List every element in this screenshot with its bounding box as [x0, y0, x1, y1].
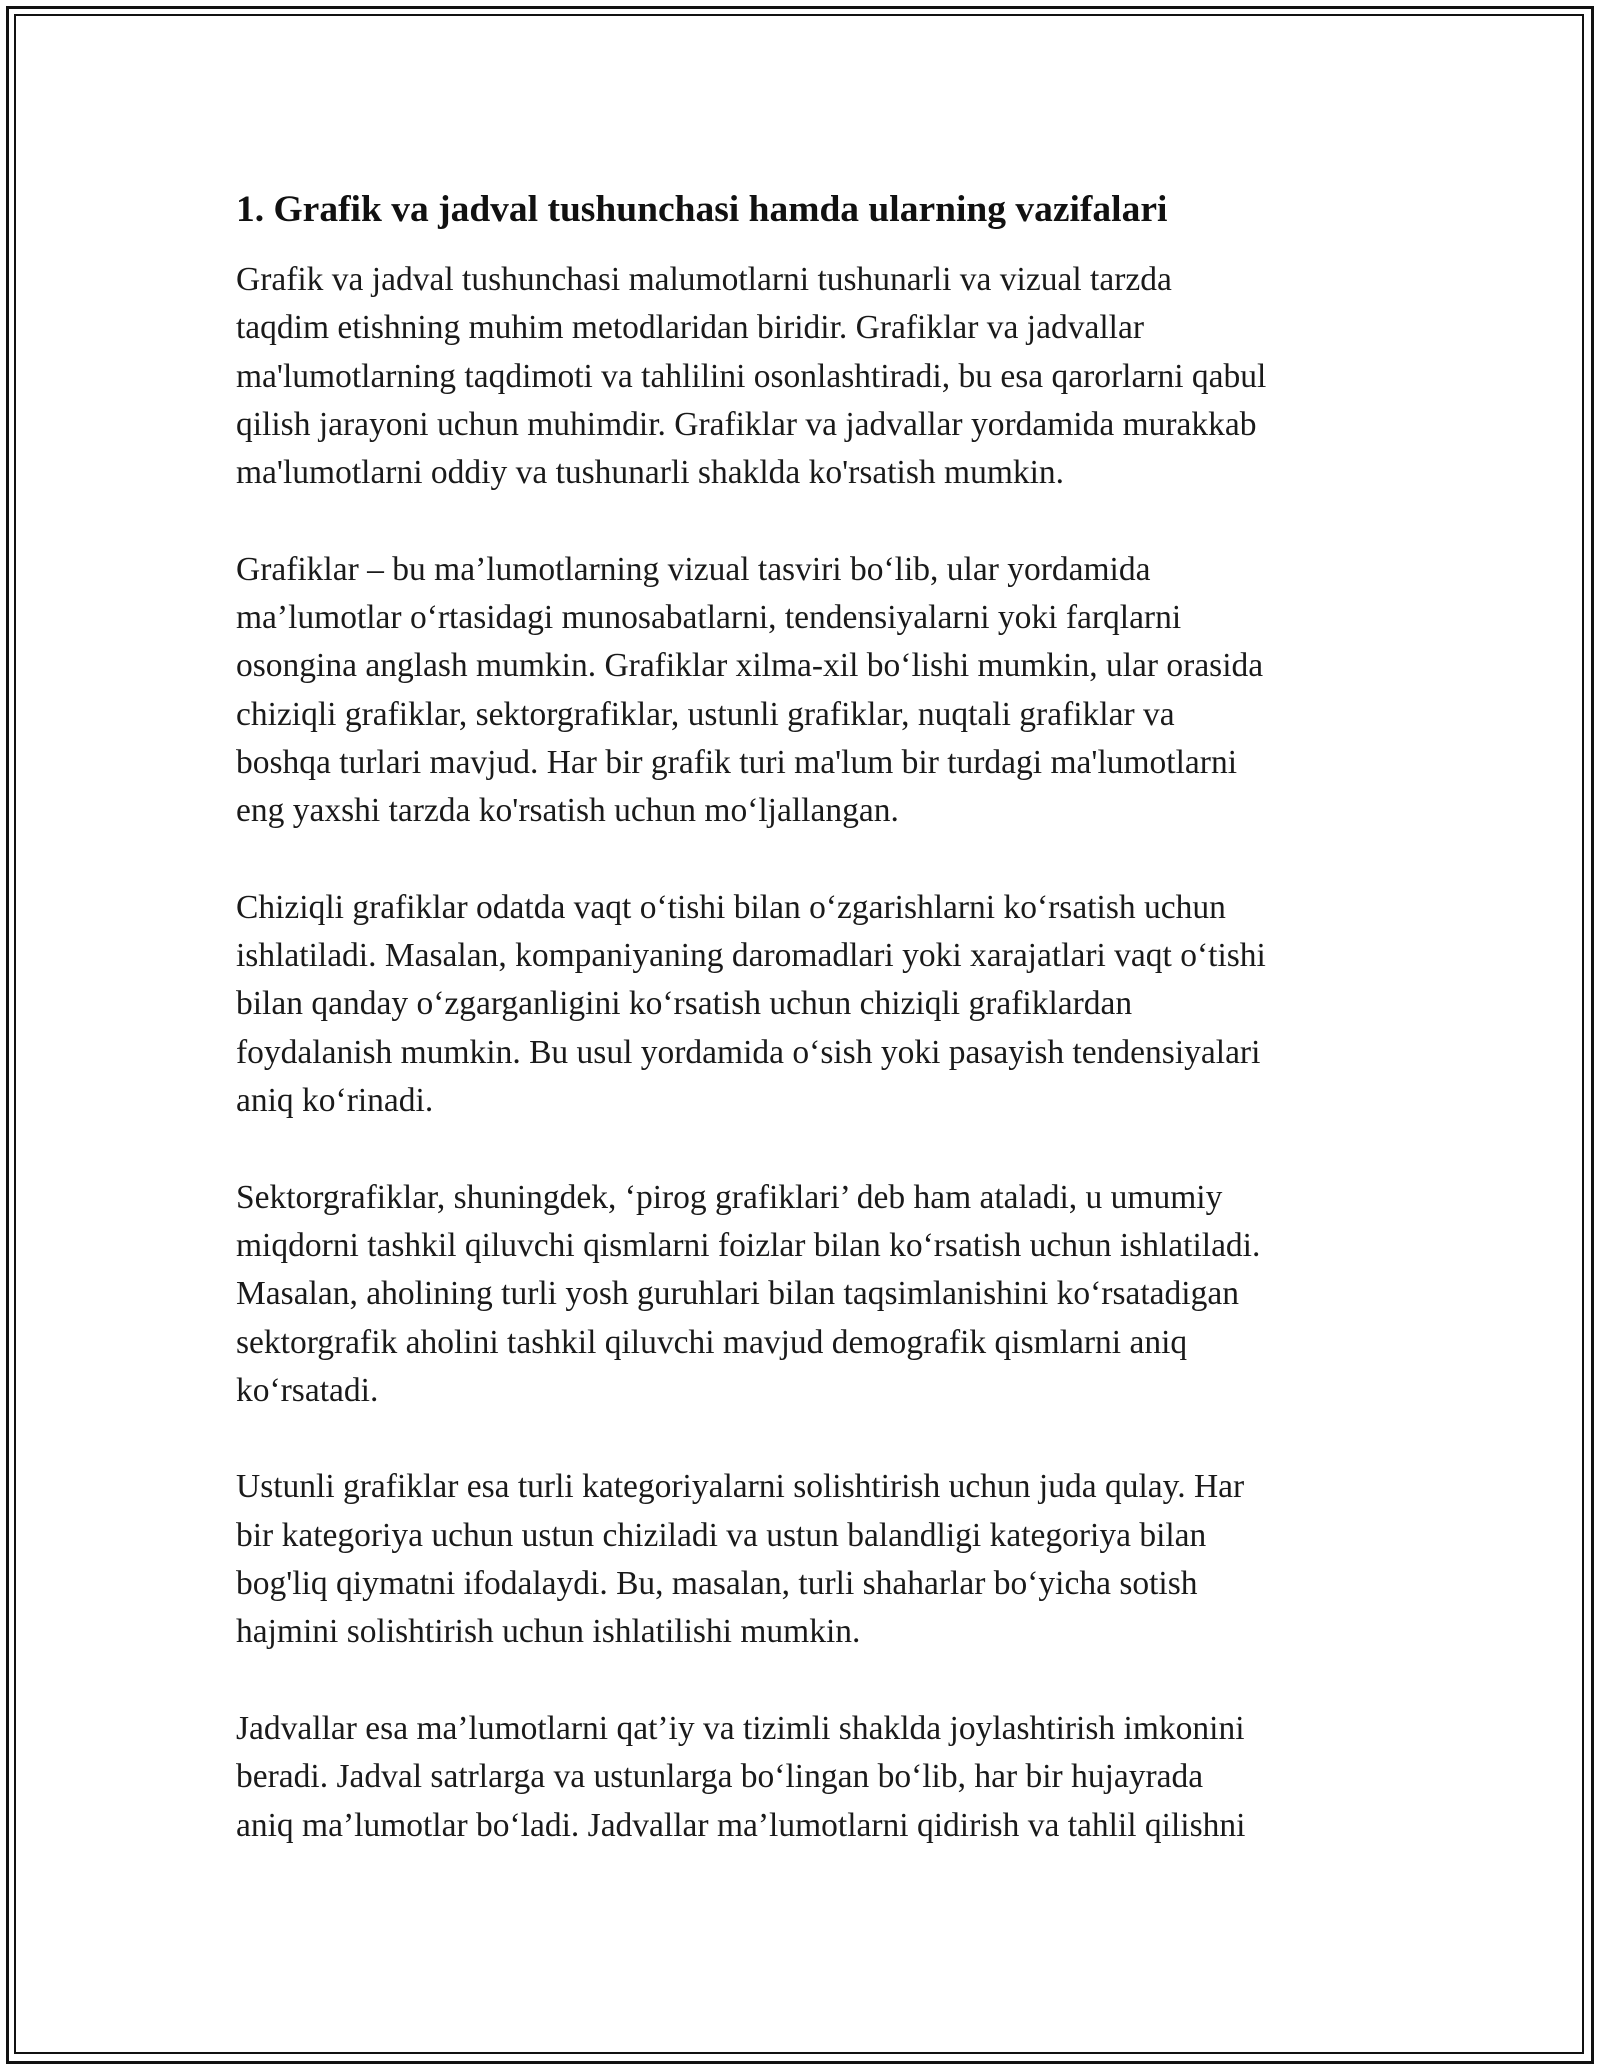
text-line: sektorgrafik aholini tashkil qiluvchi mavjud demografik qismlarni aniq	[236, 1323, 1188, 1361]
text-line: ma’lumotlar o‘rtasidagi munosabatlarni, tendensiyalarni yoki farqlarni	[236, 599, 1182, 637]
text-line: bog'liq qiymatni ifodalaydi. Bu, masalan, turli shaharlar bo‘yicha sotish	[236, 1565, 1198, 1603]
text-line: bilan qanday o‘zgarganligini ko‘rsatish uchun chiziqli grafiklardan	[236, 985, 1133, 1023]
text-line: aniq ma’lumotlar bo‘ladi. Jadvallar ma’lumotlarni qidirish va tahlil qilishni	[236, 1806, 1246, 1844]
text-line: Ustunli grafiklar esa turli kategoriyalarni solishtirish uchun juda qulay. Har	[236, 1468, 1245, 1506]
text-line: qilish jarayoni uchun muhimdir. Grafiklar va jadvallar yordamida murakkab	[236, 405, 1257, 443]
section-heading: 1. Grafik va jadval tushunchasi hamda ularning vazifalari	[236, 189, 1168, 230]
paragraph-grafiklar	[236, 546, 1371, 836]
text-line: aniq ko‘rinadi.	[236, 1082, 434, 1120]
text-line: bir kategoriya uchun ustun chiziladi va ustun balandligi kategoriya bilan	[236, 1516, 1207, 1554]
text-line: ma'lumotlarning taqdimoti va tahlilini osonlashtiradi, bu esa qarorlarni qabul	[236, 357, 1267, 395]
paragraph-ustunli	[236, 1463, 1371, 1656]
paragraph-sektorgrafiklar	[236, 1174, 1371, 1415]
text-line: Grafik va jadval tushunchasi malumotlarni tushunarli va vizual tarzda	[236, 261, 1172, 298]
document-body	[236, 186, 1371, 1898]
text-line: Masalan, aholining turli yosh guruhlari bilan taqsimlanishini ko‘rsatadigan	[236, 1275, 1239, 1313]
text-line: miqdorni tashkil qiluvchi qismlarni foizlar bilan ko‘rsatish uchun ishlatiladi.	[236, 1226, 1261, 1264]
text-line: chiziqli grafiklar, sektorgrafiklar, ustunli grafiklar, nuqtali grafiklar va	[236, 695, 1175, 733]
text-line: hajmini solishtirish uchun ishlatilishi mumkin.	[236, 1613, 861, 1651]
paragraph-chiziqli	[236, 884, 1371, 1125]
text-line: foydalanish mumkin. Bu usul yordamida o‘sish yoki pasayish tendensiyalari	[236, 1033, 1261, 1071]
text-line: Grafiklar – bu ma’lumotlarning vizual tasviri bo‘lib, ular yordamida	[236, 550, 1151, 588]
text-line: Sektorgrafiklar, shuningdek, ‘pirog grafiklari’ deb ham ataladi, u umumiy	[236, 1178, 1223, 1216]
text-line: Jadvallar esa ma’lumotlarni qat’iy va tizimli shaklda joylashtirish imkonini	[236, 1709, 1245, 1747]
text-line: ko‘rsatadi.	[236, 1371, 379, 1409]
text-line: Chiziqli grafiklar odatda vaqt o‘tishi bilan o‘zgarishlarni ko‘rsatish uchun	[236, 888, 1226, 926]
text-line: taqdim etishning muhim metodlaridan biridir. Grafiklar va jadvallar	[236, 309, 1144, 347]
paragraph-jadvallar	[236, 1705, 1371, 1850]
text-line: ma'lumotlarni oddiy va tushunarli shaklda ko'rsatish mumkin.	[236, 454, 1065, 492]
text-line: boshqa turlari mavjud. Har bir grafik turi ma'lum bir turdagi ma'lumotlarni	[236, 743, 1238, 781]
text-line: eng yaxshi tarzda ko'rsatish uchun mo‘ljallangan.	[236, 792, 899, 830]
text-line: osongina anglash mumkin. Grafiklar xilma-xil bo‘lishi mumkin, ular orasida	[236, 647, 1264, 685]
text-line: beradi. Jadval satrlarga va ustunlarga bo‘lingan bo‘lib, har bir hujayrada	[236, 1758, 1204, 1796]
text-line: ishlatiladi. Masalan, kompaniyaning daromadlari yoki xarajatlari vaqt o‘tishi	[236, 937, 1266, 975]
paragraph-intro	[236, 256, 1371, 497]
